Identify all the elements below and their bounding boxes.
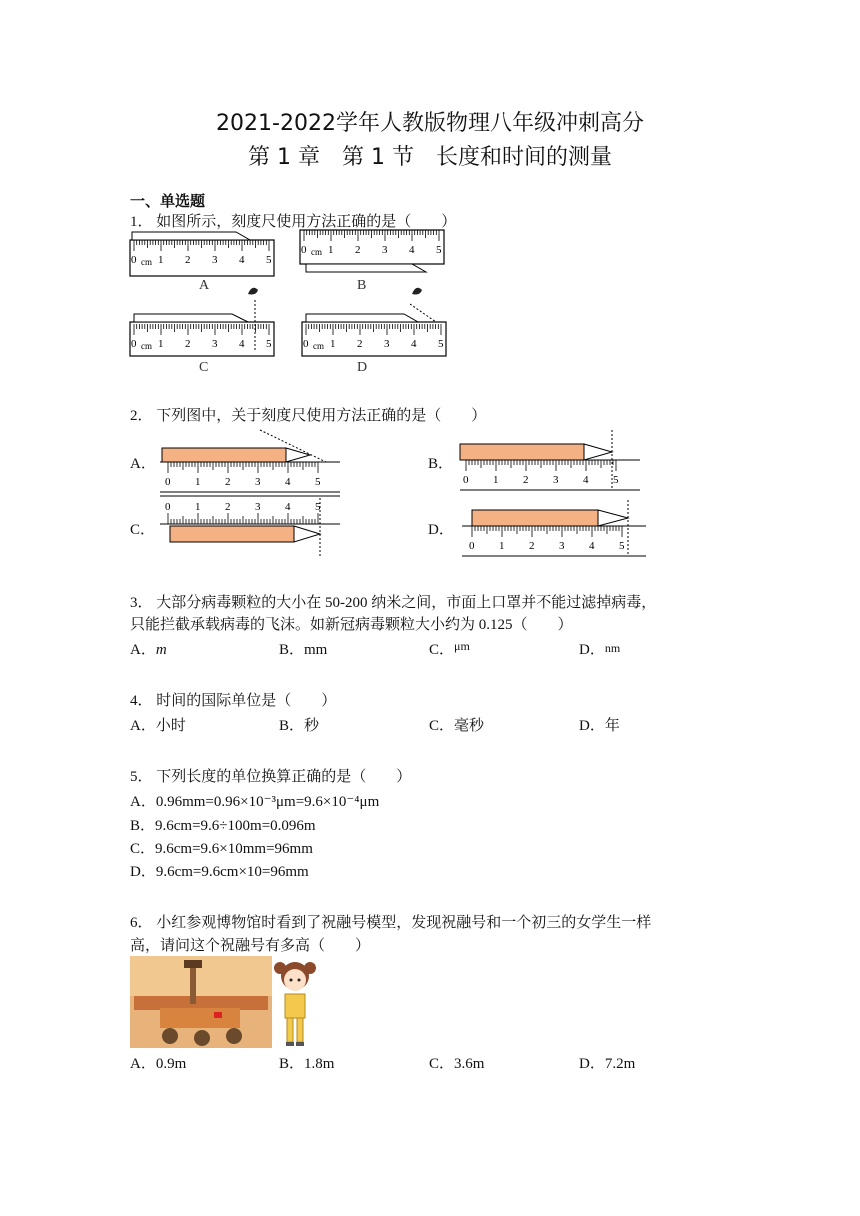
ruler-tick-label: 3 (255, 476, 261, 488)
ruler-tick-label: 4 (583, 474, 589, 486)
q3-option-b-key: B． (279, 642, 305, 658)
question-2-figure (150, 428, 660, 560)
q6-option-c (429, 1052, 484, 1073)
ruler-tick-label: 5 (438, 338, 444, 350)
ruler-tick-label: 0 (463, 474, 469, 486)
q3-option-b-text: mm (304, 642, 328, 658)
q4-option-d (579, 714, 620, 735)
q6-option-b-key: B． (279, 1056, 305, 1072)
ruler-tick-label: 2 (225, 501, 231, 513)
q6-option-d (579, 1052, 635, 1073)
ruler-tick-label: 0 (165, 476, 171, 488)
ruler-tick-label: 0 (469, 540, 475, 552)
q6-option-d-text: 7.2m (604, 1056, 636, 1072)
q6-option-a-text: 0.9m (155, 1056, 187, 1072)
ruler-tick-label: 1 (499, 540, 505, 552)
ruler-tick-label: 0 (131, 254, 137, 266)
question-6-line1: 6． 小红参观博物馆时看到了祝融号模型，发现祝融号和一个初三的女学生一样 (130, 915, 652, 931)
question-3-line2: 只能拦截承载病毒的飞沫。如新冠病毒颗粒大小约为 0.125（ ） (130, 617, 573, 633)
q4-option-d-text: 年 (604, 718, 620, 734)
ruler-tick-label: 1 (328, 244, 334, 256)
q6-option-d-key: D． (579, 1056, 605, 1072)
q1-ruler-a (130, 232, 274, 276)
ruler-tick-label: 3 (255, 501, 261, 513)
q1-label-c: C (199, 360, 209, 375)
ruler-tick-label: 1 (493, 474, 499, 486)
ruler-tick-label: 4 (285, 501, 291, 513)
q6-option-a-key: A． (130, 1056, 156, 1072)
ruler-tick-label: 5 (436, 244, 442, 256)
ruler-tick-label: 3 (384, 338, 390, 350)
question-6-line2: 高，请问这个祝融号有多高（ ） (130, 938, 371, 954)
q5-option-b: B．9.6cm=9.6÷100m=0.096m (130, 818, 316, 834)
ruler-tick-label: 4 (239, 254, 245, 266)
q4-option-c-text: 毫秒 (454, 718, 485, 734)
q2-figure-a (160, 430, 340, 492)
q2-figure-c (160, 496, 340, 558)
ruler-tick-label: 0 (131, 338, 137, 350)
q1-label-b: B (357, 278, 367, 293)
ruler-tick-label: 0 (165, 501, 171, 513)
ruler-tick-label: 1 (158, 338, 164, 350)
ruler-unit-label: cm (311, 247, 322, 257)
q6-option-c-key: C． (429, 1056, 455, 1072)
q3-option-c-text: μm (454, 639, 470, 653)
ruler-tick-label: 0 (303, 338, 309, 350)
question-1-figure (128, 228, 458, 383)
q1-label-d: D (357, 360, 368, 375)
ruler-tick-label: 2 (185, 338, 191, 350)
question-1-stem: 1． 如图所示，刻度尺使用方法正确的是（ ） (130, 214, 457, 230)
ruler-scale (165, 501, 321, 524)
ruler-tick-label: 4 (285, 476, 291, 488)
ruler-scale (469, 526, 625, 552)
ruler-tick-label: 3 (559, 540, 565, 552)
ruler-tick-label: 2 (225, 476, 231, 488)
q6-option-b (279, 1052, 334, 1073)
q4-option-b (279, 714, 319, 735)
ruler-tick-label: 4 (239, 338, 245, 350)
ruler-unit-label: cm (141, 341, 152, 351)
ruler-tick-label: 3 (553, 474, 559, 486)
ruler-tick-label: 5 (266, 338, 272, 350)
q1-label-a: A (199, 278, 210, 293)
ruler-tick-label: 3 (212, 338, 218, 350)
girl-illustration (272, 954, 318, 1050)
q4-option-b-text: 秒 (304, 718, 320, 734)
ruler-tick-label: 3 (212, 254, 218, 266)
q3-option-a-key: A． (130, 642, 156, 658)
ruler-tick-label: 2 (355, 244, 361, 256)
ruler-tick-label: 2 (529, 540, 535, 552)
page-subtitle: 第 1 章 第 1 节 长度和时间的测量 (248, 145, 612, 170)
ruler-tick-label: 2 (185, 254, 191, 266)
ruler-tick-label: 2 (523, 474, 529, 486)
ruler-tick-label: 5 (619, 540, 625, 552)
q3-option-d (579, 638, 620, 659)
ruler-tick-label: 5 (315, 476, 321, 488)
q4-option-a (130, 714, 186, 735)
page-title: 2021-2022学年人教版物理八年级冲刺高分 (216, 111, 644, 136)
q2-label-d: D． (428, 522, 454, 538)
q4-option-a-text: 小时 (155, 718, 186, 734)
q3-option-b (279, 638, 327, 659)
section-heading: 一、单选题 (130, 192, 206, 210)
q3-option-c-key: C． (429, 642, 455, 658)
q4-option-a-key: A． (130, 718, 156, 734)
q3-option-a-text: m (155, 642, 167, 658)
ruler-tick-label: 4 (589, 540, 595, 552)
q5-option-c: C．9.6cm=9.6×10mm=96mm (130, 841, 313, 857)
ruler-tick-label: 0 (301, 244, 307, 256)
ruler-tick-label: 1 (158, 254, 164, 266)
ruler-tick-label: 4 (411, 338, 417, 350)
ruler-tick-label: 4 (409, 244, 415, 256)
q6-option-b-text: 1.8m (304, 1056, 335, 1072)
ruler-tick-label: 5 (266, 254, 272, 266)
ruler-unit-label: cm (313, 341, 324, 351)
ruler-tick-label: 2 (357, 338, 363, 350)
q3-option-c (429, 638, 470, 659)
q6-option-c-text: 3.6m (454, 1056, 485, 1072)
question-3-line1: 3． 大部分病毒颗粒的大小在 50-200 纳米之间，市面上口罩并不能过滤掉病毒， (130, 595, 657, 611)
ruler-tick-label: 5 (315, 501, 321, 513)
question-4-stem: 4． 时间的国际单位是（ ） (130, 693, 337, 709)
q4-option-b-key: B． (279, 718, 305, 734)
ruler-tick-label: 1 (195, 476, 201, 488)
ruler-unit-label: cm (141, 257, 152, 267)
q5-option-d: D．9.6cm=9.6cm×10=96mm (130, 864, 309, 880)
ruler-tick-label: 3 (382, 244, 388, 256)
q6-option-a (130, 1052, 186, 1073)
q4-option-c-key: C． (429, 718, 455, 734)
q2-label-c: C． (130, 522, 156, 538)
ruler-scale (463, 460, 619, 486)
question-5-stem: 5． 下列长度的单位换算正确的是（ ） (130, 769, 412, 785)
ruler-tick-label: 1 (330, 338, 336, 350)
q3-option-a (130, 638, 167, 659)
q2-label-b: B． (428, 456, 454, 472)
question-2-stem: 2． 下列图中，关于刻度尺使用方法正确的是（ ） (130, 408, 487, 424)
q3-option-d-key: D． (579, 642, 605, 658)
ruler-tick-label: 5 (613, 474, 619, 486)
q3-option-d-text: nm (604, 641, 621, 655)
rover-photo (130, 956, 272, 1048)
q4-option-d-key: D． (579, 718, 605, 734)
q4-option-c (429, 714, 484, 735)
ruler-tick-label: 1 (195, 501, 201, 513)
q5-option-a: A．0.96mm=0.96×10⁻³μm=9.6×10⁻⁴μm (130, 794, 380, 810)
q2-label-a: A． (130, 456, 156, 472)
